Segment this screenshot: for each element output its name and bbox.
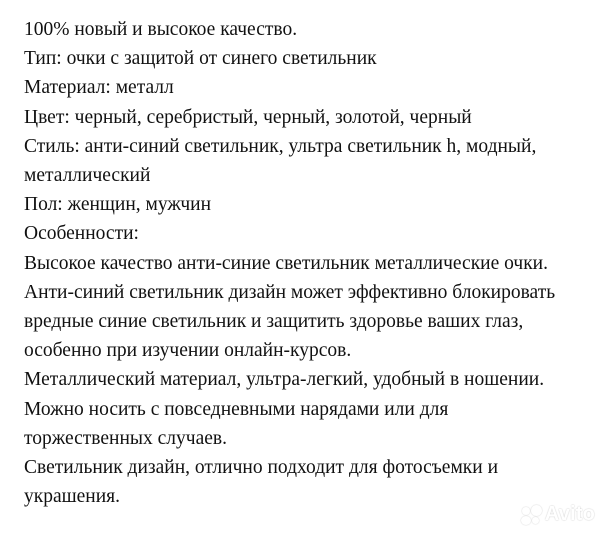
description-line-feature-2-cont: вредные синие светильник и защитить здоровье ваших глаз, bbox=[24, 311, 524, 333]
description-line-gender: Пол: женщин, мужчин bbox=[24, 194, 212, 216]
description-line-feature-2-cont2: особенно при изучении онлайн-курсов. bbox=[24, 340, 352, 362]
description-line-material: Материал: металл bbox=[24, 77, 174, 99]
description-line-style: Стиль: анти-синий светильник, ультра светильник h, модный, bbox=[24, 135, 537, 157]
description-line-feature-2: Анти-синий светильник дизайн может эффективно блокировать bbox=[24, 281, 556, 303]
description-line-feature-3: Металлический материал, ультра-легкий, удобный в ношении. bbox=[24, 369, 545, 391]
avito-watermark bbox=[521, 503, 595, 526]
description-line-features-heading: Особенности: bbox=[24, 223, 139, 245]
avito-watermark-text: Avito bbox=[544, 503, 595, 525]
description-line-feature-4-cont: торжественных случаев. bbox=[24, 427, 227, 449]
description-line-style-cont: металлический bbox=[24, 165, 151, 187]
description-line-quality: 100% новый и высокое качество. bbox=[24, 19, 298, 40]
description-line-feature-4: Можно носить с повседневными нарядами или для bbox=[24, 398, 449, 420]
description-line-feature-5-cont: украшения. bbox=[24, 486, 121, 508]
description-line-feature-5: Светильник дизайн, отлично подходит для фотосъемки и bbox=[24, 457, 499, 479]
description-line-feature-1: Высокое качество анти-синие светильник металлические очки. bbox=[24, 252, 548, 274]
product-description bbox=[24, 15, 604, 511]
avito-dots-icon bbox=[521, 505, 543, 525]
description-line-color: Цвет: черный, серебристый, черный, золотой, черный bbox=[24, 106, 472, 128]
description-line-type: Тип: очки с защитой от синего светильник bbox=[24, 48, 377, 70]
